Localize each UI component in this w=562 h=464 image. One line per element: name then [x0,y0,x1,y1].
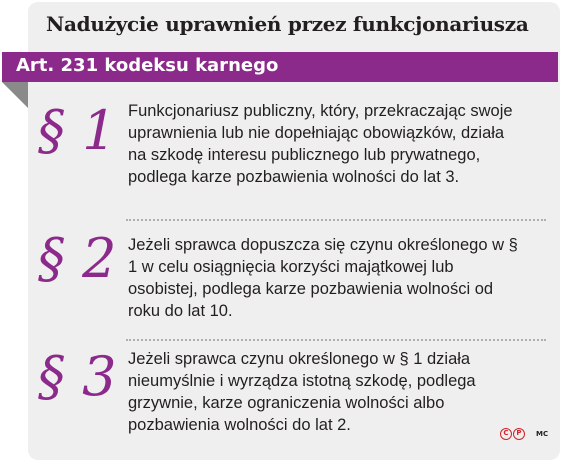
subtitle-ribbon [2,52,558,82]
page-title: Nadużycie uprawnień przez funkcjonariusza [46,12,529,36]
dotted-divider [126,219,546,221]
publisher-logo [500,428,532,442]
subtitle-label: Art. 231 kodeksu karnego [16,55,279,76]
section-mark: § 2 [38,227,117,290]
ribbon-fold [2,82,28,108]
logo-c-mark: C [500,428,512,440]
paragraph-1 [28,90,560,220]
paragraph-text: Jeżeli sprawca czynu określonego w § 1 działa nieumyślnie i wyrządza istotną szkodę, podlega grzywnie, karze ograniczenia wolności albo pozbawienia wolności do lat 2. [128,350,476,434]
paragraph-3 [28,342,560,452]
dotted-divider [126,339,546,341]
section-mark: § 1 [38,99,117,162]
paragraph-text: Jeżeli sprawca dopuszcza się czynu określonego w § 1 w celu osiągnięcia korzyści majątkowej lub osobistej, podlega karze pozbawienia wolności od roku do lat 10. [128,236,518,320]
author-credit: MC [536,430,549,438]
section-mark: § 3 [38,345,117,408]
paragraph-text: Funkcjonariusz publiczny, który, przekraczając swoje uprawnienia lub nie dopełniając obowiązków, działa na szkodę interesu publicznego lub prywatnego, podlega karze pozbawienia wolności do lat 3. [128,102,513,186]
logo-p-mark: P [513,428,525,440]
paragraph-2 [28,222,560,340]
